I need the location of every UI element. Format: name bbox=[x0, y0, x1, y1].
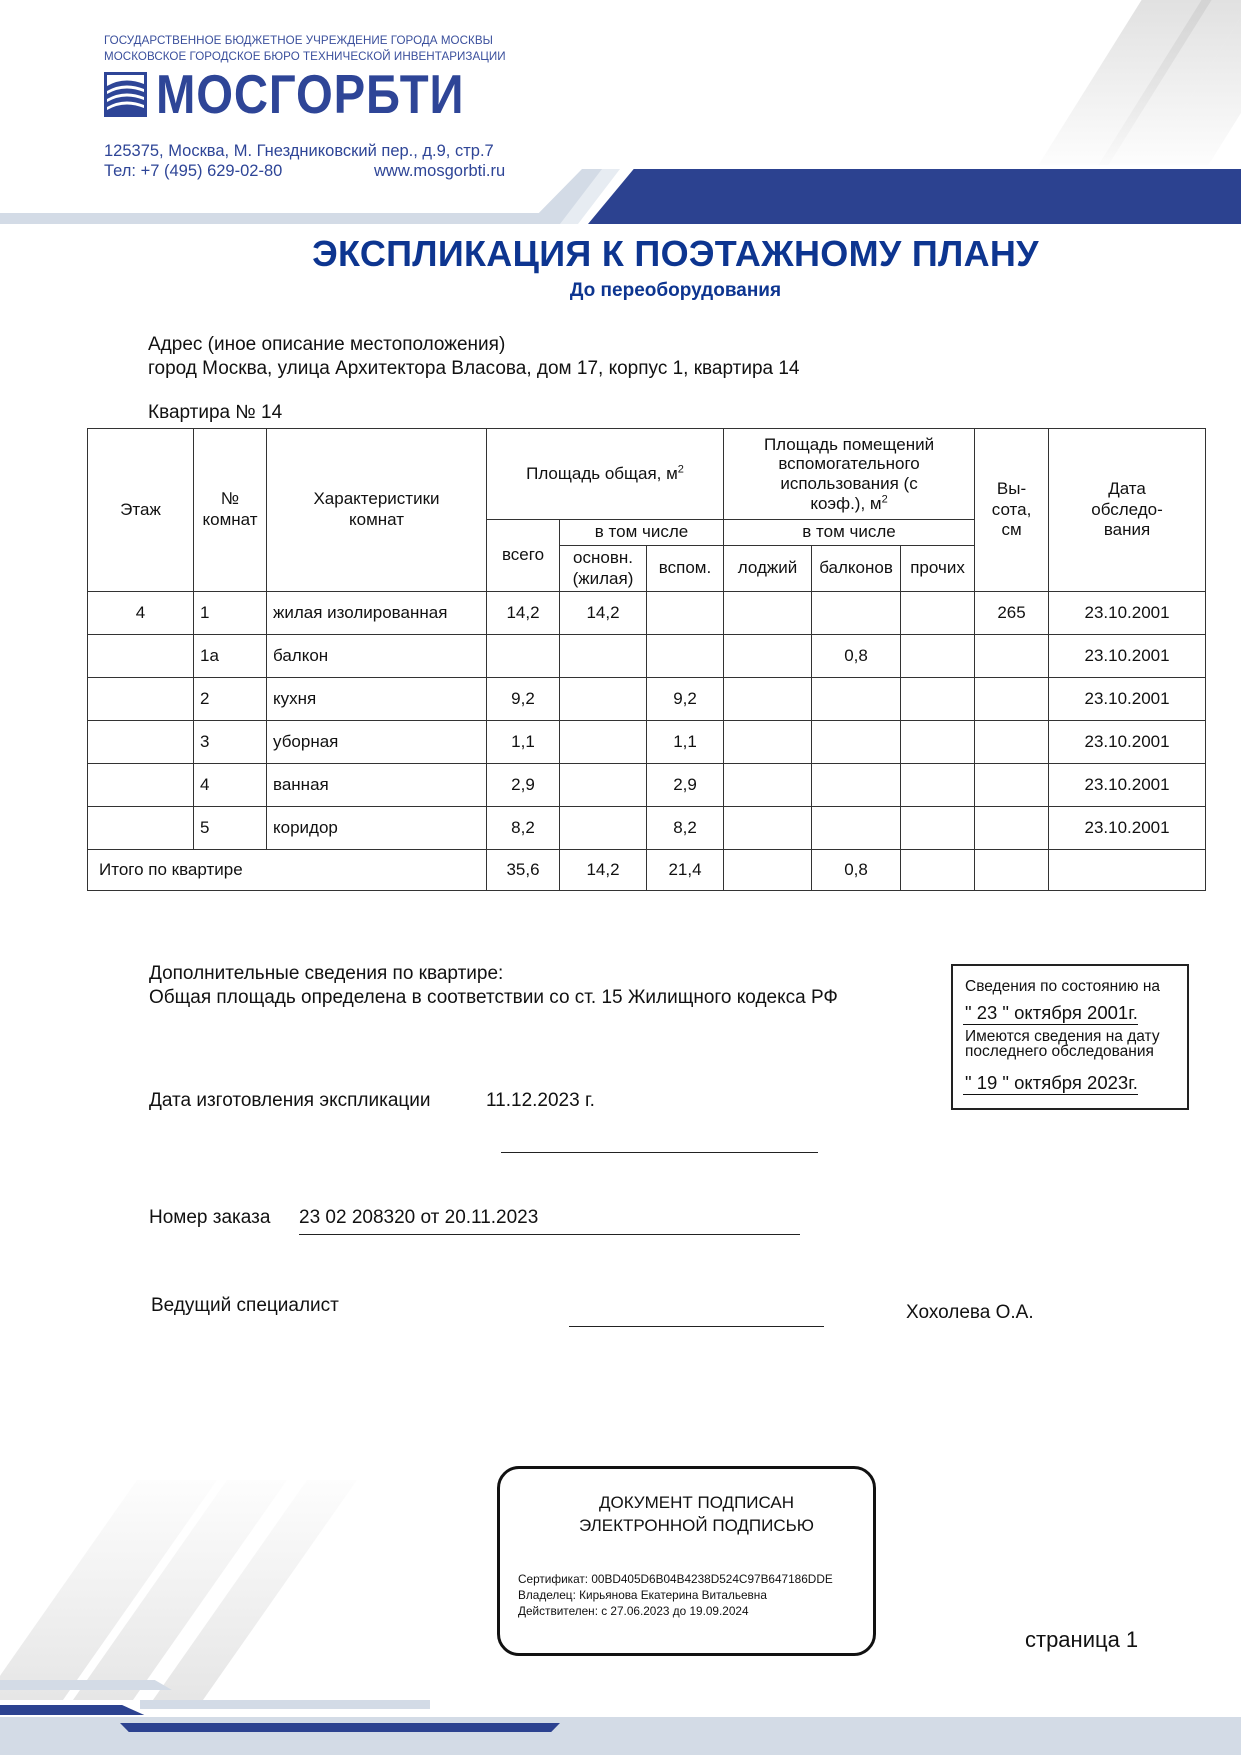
cell-main bbox=[560, 678, 647, 721]
cell-total: 8,2 bbox=[487, 807, 560, 850]
cell-balcony bbox=[812, 678, 901, 721]
cell-floor bbox=[88, 635, 194, 678]
cell-main bbox=[560, 721, 647, 764]
cell-height bbox=[975, 807, 1049, 850]
cell-aux: 2,9 bbox=[647, 764, 724, 807]
col-floor-header: Этаж bbox=[88, 429, 194, 592]
col-all-header: всего bbox=[487, 520, 560, 592]
made-date-label: Дата изготовления экспликации bbox=[149, 1090, 431, 1111]
cell-main: 14,2 bbox=[560, 592, 647, 635]
cell-height: 265 bbox=[975, 592, 1049, 635]
cell-total: 1,1 bbox=[487, 721, 560, 764]
decor-band-light bbox=[0, 213, 560, 224]
decor-line-blue bbox=[120, 1723, 560, 1732]
order-value: 23 02 208320 от 20.11.2023 bbox=[299, 1207, 539, 1228]
specialist-signature-line bbox=[569, 1326, 824, 1327]
decor-stripe bbox=[1098, 0, 1241, 165]
cell-height bbox=[975, 635, 1049, 678]
signature-validity: Действителен: с 27.06.2023 до 19.09.2024 bbox=[518, 1604, 749, 1618]
state-date: " 23 " октября 2001г. bbox=[965, 1002, 1138, 1023]
cell-aux: 1,1 bbox=[647, 721, 724, 764]
cell-total: 14,2 bbox=[487, 592, 560, 635]
address-value: город Москва, улица Архитектора Власова, дом 17, корпус 1, квартира 14 bbox=[148, 358, 800, 379]
table-row bbox=[88, 592, 1206, 635]
decor-band-light bbox=[0, 1717, 1241, 1755]
cell-balcony bbox=[812, 592, 901, 635]
org-phone: Тел: +7 (495) 629-02-80 bbox=[104, 162, 283, 180]
cell-room-char: ванная bbox=[267, 764, 487, 807]
logo-text: МОСГОРБТИ bbox=[156, 62, 465, 125]
cell-aux: 21,4 bbox=[647, 850, 724, 891]
cell-height bbox=[975, 678, 1049, 721]
cell-loggia bbox=[724, 807, 812, 850]
cell-other bbox=[901, 850, 975, 891]
cell-date: 23.10.2001 bbox=[1049, 721, 1206, 764]
col-room-char-header: Характеристики комнат bbox=[267, 429, 487, 592]
cell-loggia bbox=[724, 721, 812, 764]
cell-room-no: 4 bbox=[194, 764, 267, 807]
address-label: Адрес (иное описание местоположения) bbox=[148, 334, 506, 355]
col-height-header: Вы- сота, см bbox=[975, 429, 1049, 592]
cell-loggia bbox=[724, 850, 812, 891]
cell-main bbox=[560, 764, 647, 807]
decor-stripe bbox=[1038, 0, 1211, 165]
cell-height bbox=[975, 850, 1049, 891]
col-balcony-header: балконов bbox=[812, 546, 901, 592]
document-subtitle: До переоборудования bbox=[569, 280, 782, 301]
additional-info-text: Общая площадь определена в соответствии со ст. 15 Жилищного кодекса РФ bbox=[149, 987, 838, 1008]
org-name-line-1: ГОСУДАРСТВЕННОЕ БЮДЖЕТНОЕ УЧРЕЖДЕНИЕ ГОРОДА МОСКВЫ bbox=[104, 34, 493, 47]
state-info-box bbox=[951, 964, 1189, 1110]
cell-floor bbox=[88, 721, 194, 764]
cell-room-char: балкон bbox=[267, 635, 487, 678]
cell-balcony: 0,8 bbox=[812, 635, 901, 678]
cell-aux: 9,2 bbox=[647, 678, 724, 721]
cell-room-char: уборная bbox=[267, 721, 487, 764]
cell-room-char: коридор bbox=[267, 807, 487, 850]
survey-date: " 19 " октября 2023г. bbox=[965, 1072, 1138, 1093]
cell-floor bbox=[88, 807, 194, 850]
signature-title-1: ДОКУМЕНТ ПОДПИСАН bbox=[598, 1493, 795, 1512]
cell-total: 9,2 bbox=[487, 678, 560, 721]
cell-loggia bbox=[724, 592, 812, 635]
col-main-header: основн. (жилая) bbox=[560, 546, 647, 592]
cell-aux bbox=[647, 635, 724, 678]
specialist-name: Хохолева О.А. bbox=[906, 1302, 1034, 1323]
cell-floor bbox=[88, 764, 194, 807]
cell-date: 23.10.2001 bbox=[1049, 635, 1206, 678]
decor-stripe bbox=[73, 1480, 287, 1700]
electronic-signature-stamp bbox=[497, 1466, 876, 1656]
cell-main: 14,2 bbox=[560, 850, 647, 891]
org-address: 125375, Москва, М. Гнездниковский пер., д.9, стр.7 bbox=[104, 142, 494, 160]
decor-stripe bbox=[153, 1480, 357, 1700]
cell-loggia bbox=[724, 635, 812, 678]
col-date-header: Дата обследо- вания bbox=[1049, 429, 1206, 592]
cell-date: 23.10.2001 bbox=[1049, 592, 1206, 635]
decor-stripe bbox=[0, 1480, 217, 1700]
cell-height bbox=[975, 764, 1049, 807]
cell-loggia bbox=[724, 678, 812, 721]
decor-stripe bbox=[1148, 0, 1241, 165]
specialist-label: Ведущий специалист bbox=[151, 1295, 339, 1316]
col-total-area-header: Площадь общая, $м^2$ bbox=[487, 429, 724, 520]
cell-main bbox=[560, 807, 647, 850]
cell-date: 23.10.2001 bbox=[1049, 807, 1206, 850]
table-total-row bbox=[88, 850, 1206, 891]
cell-other bbox=[901, 635, 975, 678]
cell-main bbox=[560, 635, 647, 678]
cell-room-char: жилая изолированная bbox=[267, 592, 487, 635]
cell-room-char: кухня bbox=[267, 678, 487, 721]
cell-total: 35,6 bbox=[487, 850, 560, 891]
decor-band-blue bbox=[588, 169, 1241, 224]
decor-line-blue bbox=[0, 1705, 555, 1715]
cell-other bbox=[901, 807, 975, 850]
building-stripes-icon bbox=[104, 72, 147, 117]
cell-other bbox=[901, 592, 975, 635]
cell-height bbox=[975, 721, 1049, 764]
col-room-no-header: № комнат bbox=[194, 429, 267, 592]
col-aux-header: вспом. bbox=[647, 546, 724, 592]
cell-aux: 8,2 bbox=[647, 807, 724, 850]
cell-room-no: 3 bbox=[194, 721, 267, 764]
decor-slant bbox=[560, 169, 620, 224]
decor-line-light bbox=[0, 1680, 430, 1690]
decor-line-light bbox=[140, 1700, 430, 1709]
additional-info-label: Дополнительные сведения по квартире: bbox=[149, 963, 504, 984]
cell-balcony bbox=[812, 721, 901, 764]
apartment-label: Квартира № 14 bbox=[148, 402, 283, 423]
document-title: ЭКСПЛИКАЦИЯ К ПОЭТАЖНОМУ ПЛАНУ bbox=[312, 233, 1039, 274]
cell-room-no: 1 bbox=[194, 592, 267, 635]
state-label: Сведения по состоянию на bbox=[965, 978, 1160, 995]
table-row bbox=[88, 721, 1206, 764]
org-website[interactable]: www.mosgorbti.ru bbox=[374, 162, 506, 180]
cell-floor bbox=[88, 678, 194, 721]
col-loggia-header: лоджий bbox=[724, 546, 812, 592]
col-including-aux-header: в том числе bbox=[724, 520, 975, 546]
signature-certificate: Сертификат: 00BD405D6B04B4238D524C97B647186DDE bbox=[518, 1572, 833, 1586]
order-underline bbox=[299, 1234, 800, 1235]
cell-date bbox=[1049, 850, 1206, 891]
table-row bbox=[88, 678, 1206, 721]
cell-total bbox=[487, 635, 560, 678]
survey-date-underline bbox=[963, 1094, 1138, 1095]
col-aux-area-header: Площадь помещений вспомогательного использования (с коэф.), $м^2$ bbox=[724, 429, 975, 520]
table-row bbox=[88, 635, 1206, 678]
org-name-line-2: МОСКОВСКОЕ ГОРОДСКОЕ БЮРО ТЕХНИЧЕСКОЙ ИНВЕНТАРИЗАЦИИ bbox=[104, 50, 506, 63]
cell-balcony bbox=[812, 764, 901, 807]
order-label: Номер заказа bbox=[149, 1207, 271, 1228]
cell-room-no: 1а bbox=[194, 635, 267, 678]
explication-table bbox=[87, 428, 1206, 891]
cell-floor: 4 bbox=[88, 592, 194, 635]
cell-total: 2,9 bbox=[487, 764, 560, 807]
cell-total-label: Итого по квартире bbox=[88, 850, 487, 891]
cell-other bbox=[901, 764, 975, 807]
logo bbox=[104, 62, 515, 125]
cell-balcony: 0,8 bbox=[812, 850, 901, 891]
cell-room-no: 5 bbox=[194, 807, 267, 850]
cell-date: 23.10.2001 bbox=[1049, 764, 1206, 807]
signature-line bbox=[501, 1152, 818, 1153]
cell-other bbox=[901, 678, 975, 721]
cell-other bbox=[901, 721, 975, 764]
col-including-header: в том числе bbox=[560, 520, 724, 546]
cell-date: 23.10.2001 bbox=[1049, 678, 1206, 721]
table-row bbox=[88, 807, 1206, 850]
survey-label: Имеются сведения на дату последнего обследования bbox=[965, 1028, 1160, 1060]
table-row bbox=[88, 764, 1206, 807]
cell-aux bbox=[647, 592, 724, 635]
made-date-value: 11.12.2023 г. bbox=[486, 1090, 595, 1111]
col-other-header: прочих bbox=[901, 546, 975, 592]
cell-room-no: 2 bbox=[194, 678, 267, 721]
page-number: страница 1 bbox=[1025, 1627, 1139, 1652]
state-date-underline bbox=[963, 1024, 1138, 1025]
signature-owner: Владелец: Кирьянова Екатерина Витальевна bbox=[518, 1588, 767, 1602]
cell-loggia bbox=[724, 764, 812, 807]
signature-title-2: ЭЛЕКТРОННОЙ ПОДПИСЬЮ bbox=[579, 1516, 814, 1535]
cell-balcony bbox=[812, 807, 901, 850]
decor-slant bbox=[528, 169, 618, 224]
